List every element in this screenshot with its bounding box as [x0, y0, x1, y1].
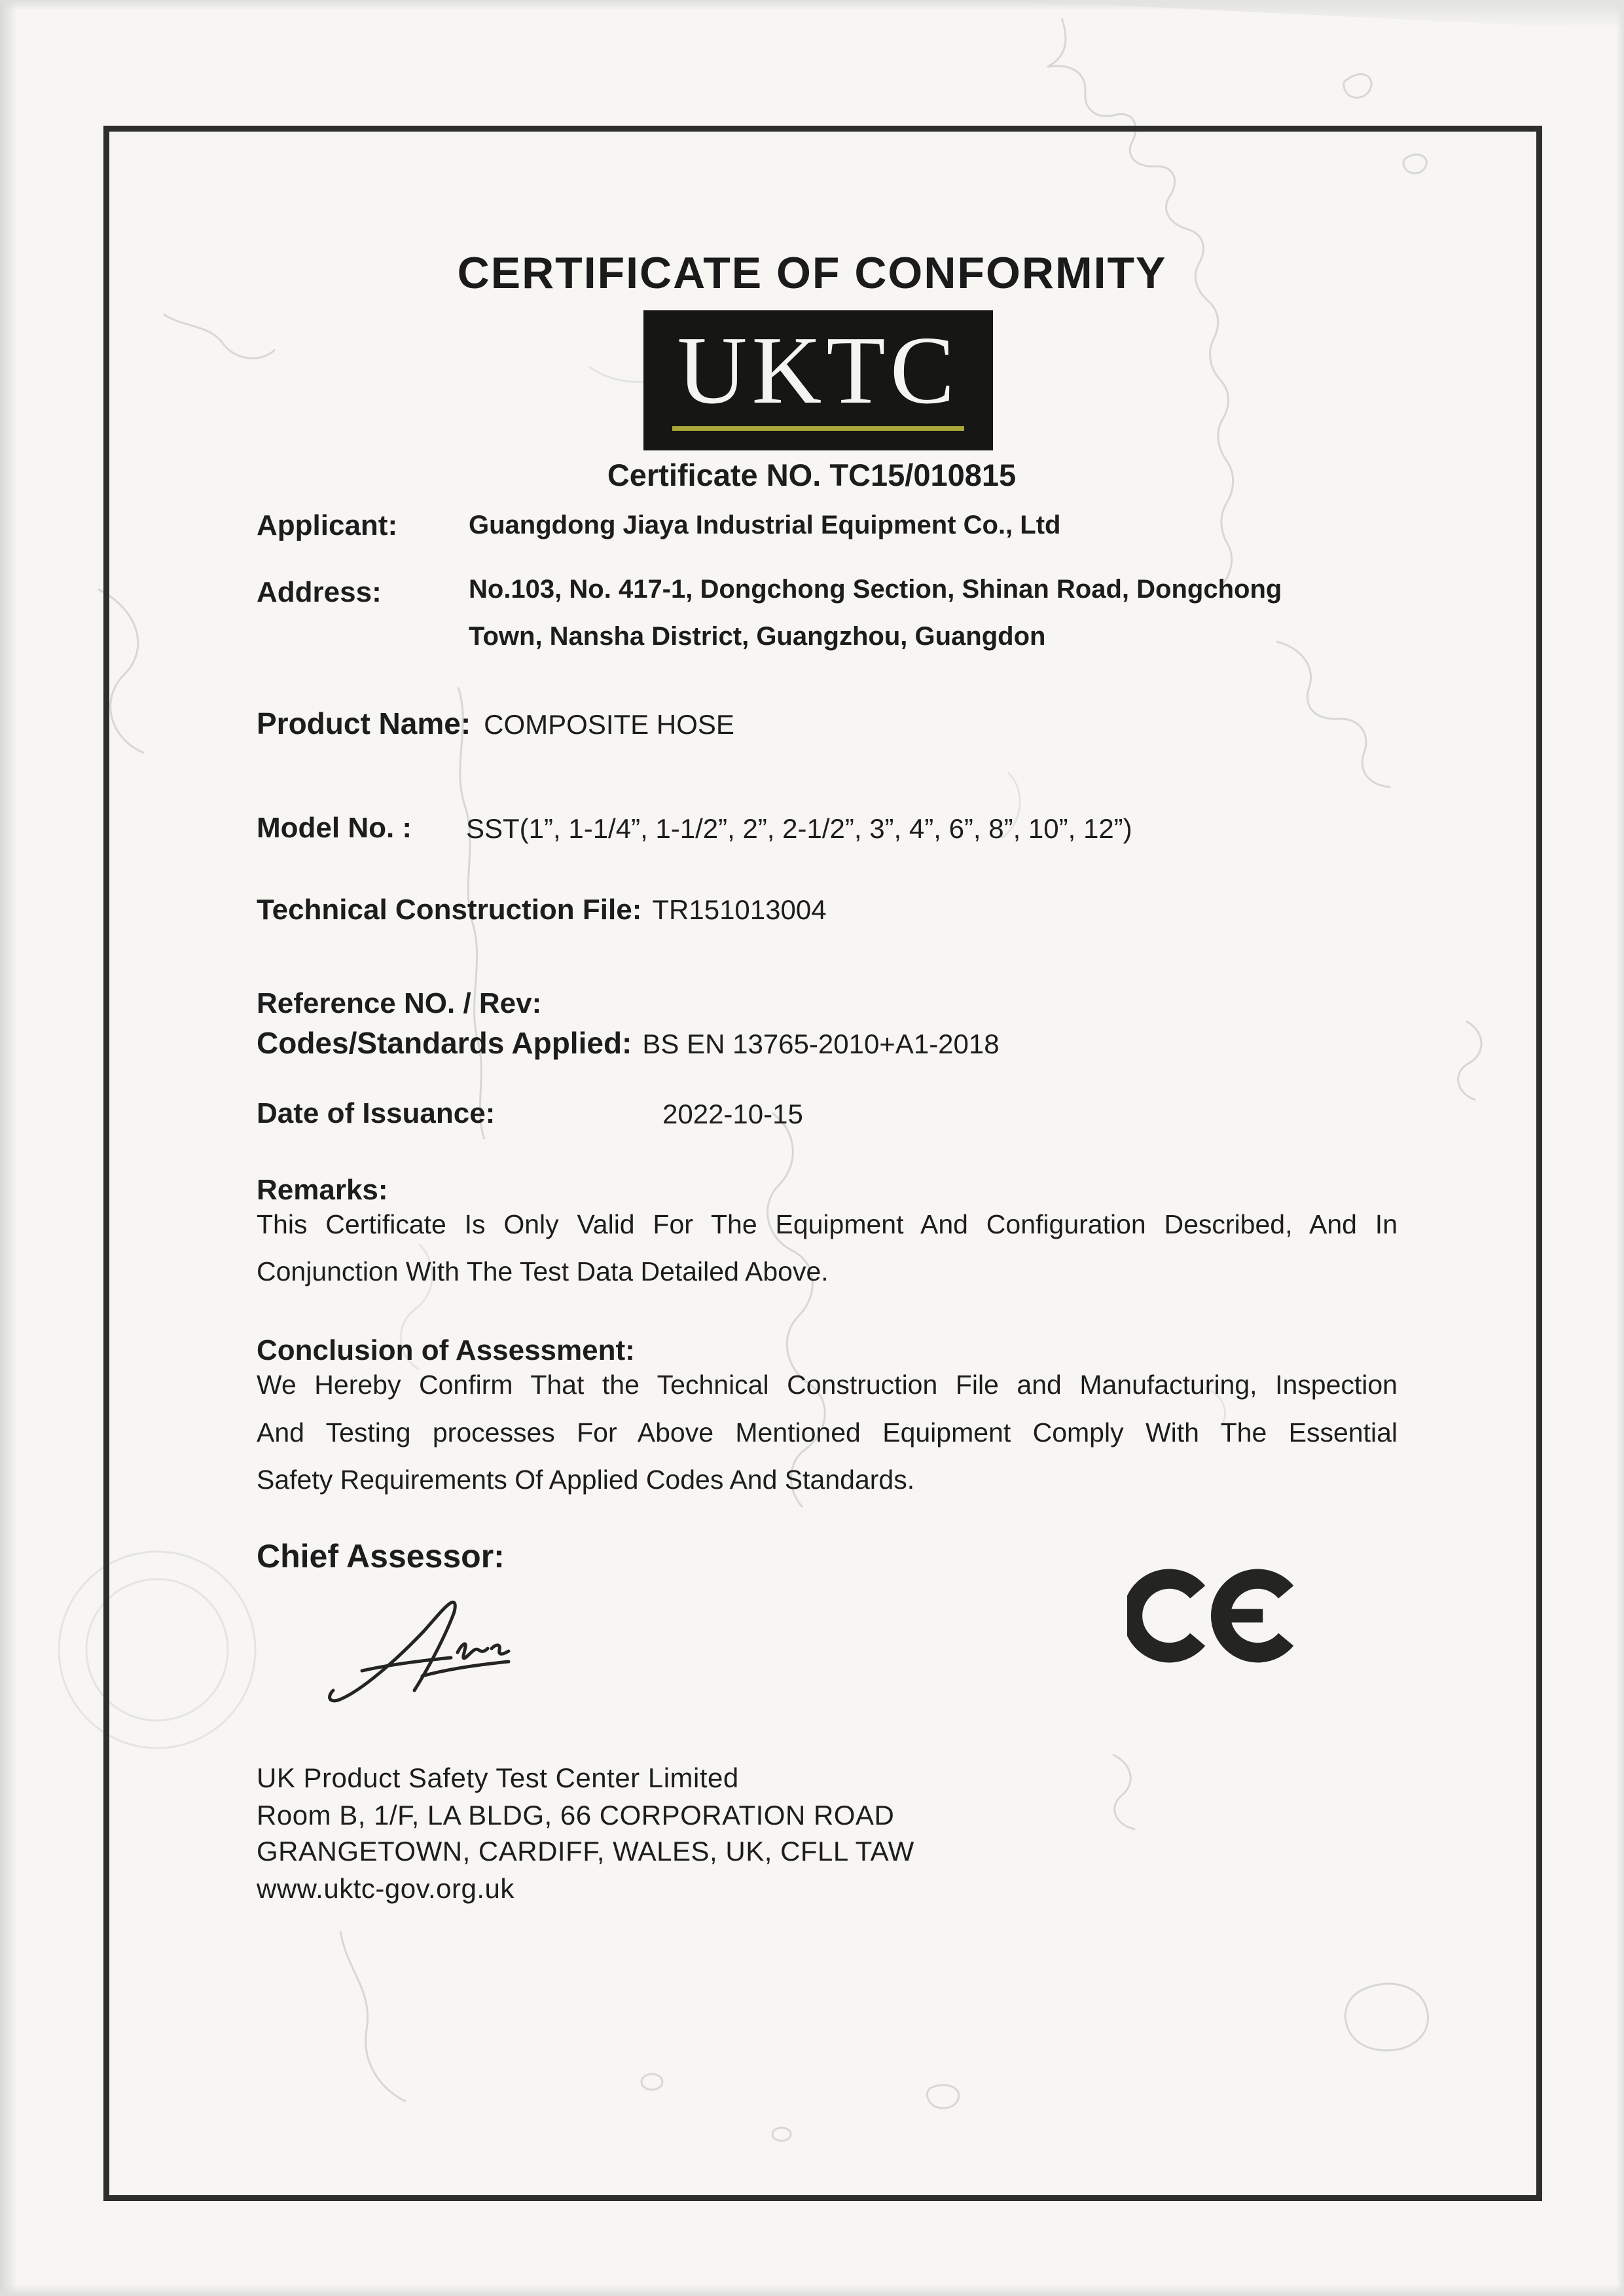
ce-mark-icon — [1127, 1550, 1299, 1681]
scan-edge-top — [0, 0, 1624, 10]
scan-edge-bottom — [0, 2284, 1624, 2296]
address-line-2: Town, Nansha District, Guangzhou, Guangdon — [469, 622, 1046, 651]
chief-assessor-label: Chief Assessor: — [257, 1538, 505, 1575]
issuer-address-line-1: Room B, 1/F, LA BLDG, 66 CORPORATION ROAD — [257, 1800, 895, 1831]
technical-construction-file-row — [257, 894, 827, 926]
remarks-line-1: This Certificate Is Only Valid For The Equipment And Configuration Described, And In — [257, 1209, 1398, 1239]
codes-standards-label: Codes/Standards Applied: — [257, 1026, 632, 1060]
issuer-name: UK Product Safety Test Center Limited — [257, 1762, 739, 1793]
address-line-1: No.103, No. 417-1, Dongchong Section, Shinan Road, Dongchong — [469, 575, 1282, 604]
uktc-logo-text: UKTC — [677, 317, 960, 424]
uktc-logo-gold-rule — [672, 426, 964, 431]
uktc-logo — [643, 310, 993, 450]
date-of-issuance-value: 2022-10-15 — [662, 1099, 803, 1129]
product-name-row — [257, 706, 734, 741]
reference-no-rev-label: Reference NO. / Rev: — [257, 987, 542, 1019]
conclusion-line-2: And Testing processes For Above Mentioned Equipment Comply With The Essential — [257, 1417, 1398, 1448]
conclusion-line-3: Safety Requirements Of Applied Codes And Standards. — [257, 1465, 915, 1495]
codes-standards-value: BS EN 13765-2010+A1-2018 — [642, 1029, 1000, 1059]
technical-construction-file-label: Technical Construction File: — [257, 894, 642, 926]
scan-edge-right — [1616, 0, 1624, 2296]
scan-corner-artifact — [1035, 0, 1624, 30]
product-name-value: COMPOSITE HOSE — [484, 709, 734, 740]
address-label: Address: — [257, 576, 382, 608]
model-no-label: Model No. : — [257, 812, 412, 844]
product-name-label: Product Name: — [257, 706, 471, 740]
issuer-address-line-2: GRANGETOWN, CARDIFF, WALES, UK, CFLL TAW — [257, 1836, 914, 1867]
codes-standards-row — [257, 1025, 1000, 1061]
applicant-value: Guangdong Jiaya Industrial Equipment Co., Ltd — [469, 511, 1061, 539]
remarks-line-2: Conjunction With The Test Data Detailed Above. — [257, 1256, 829, 1286]
conclusion-heading: Conclusion of Assessment: — [257, 1334, 635, 1366]
remarks-heading: Remarks: — [257, 1174, 388, 1206]
conclusion-line-1: We Hereby Confirm That the Technical Construction File and Manufacturing, Inspection — [257, 1370, 1398, 1400]
model-no-value: SST(1”, 1-1/4”, 1-1/2”, 2”, 2-1/2”, 3”, 4”, 6”, 8”, 10”, 12”) — [466, 813, 1132, 844]
date-of-issuance-label: Date of Issuance: — [257, 1097, 496, 1129]
applicant-label: Applicant: — [257, 509, 398, 541]
scan-edge-left — [0, 0, 17, 2296]
signature — [324, 1591, 527, 1709]
certificate-title: CERTIFICATE OF CONFORMITY — [457, 248, 1167, 298]
technical-construction-file-value: TR151013004 — [652, 894, 827, 925]
issuer-website: www.uktc-gov.org.uk — [257, 1873, 514, 1904]
certificate-number: Certificate NO. TC15/010815 — [607, 458, 1017, 492]
